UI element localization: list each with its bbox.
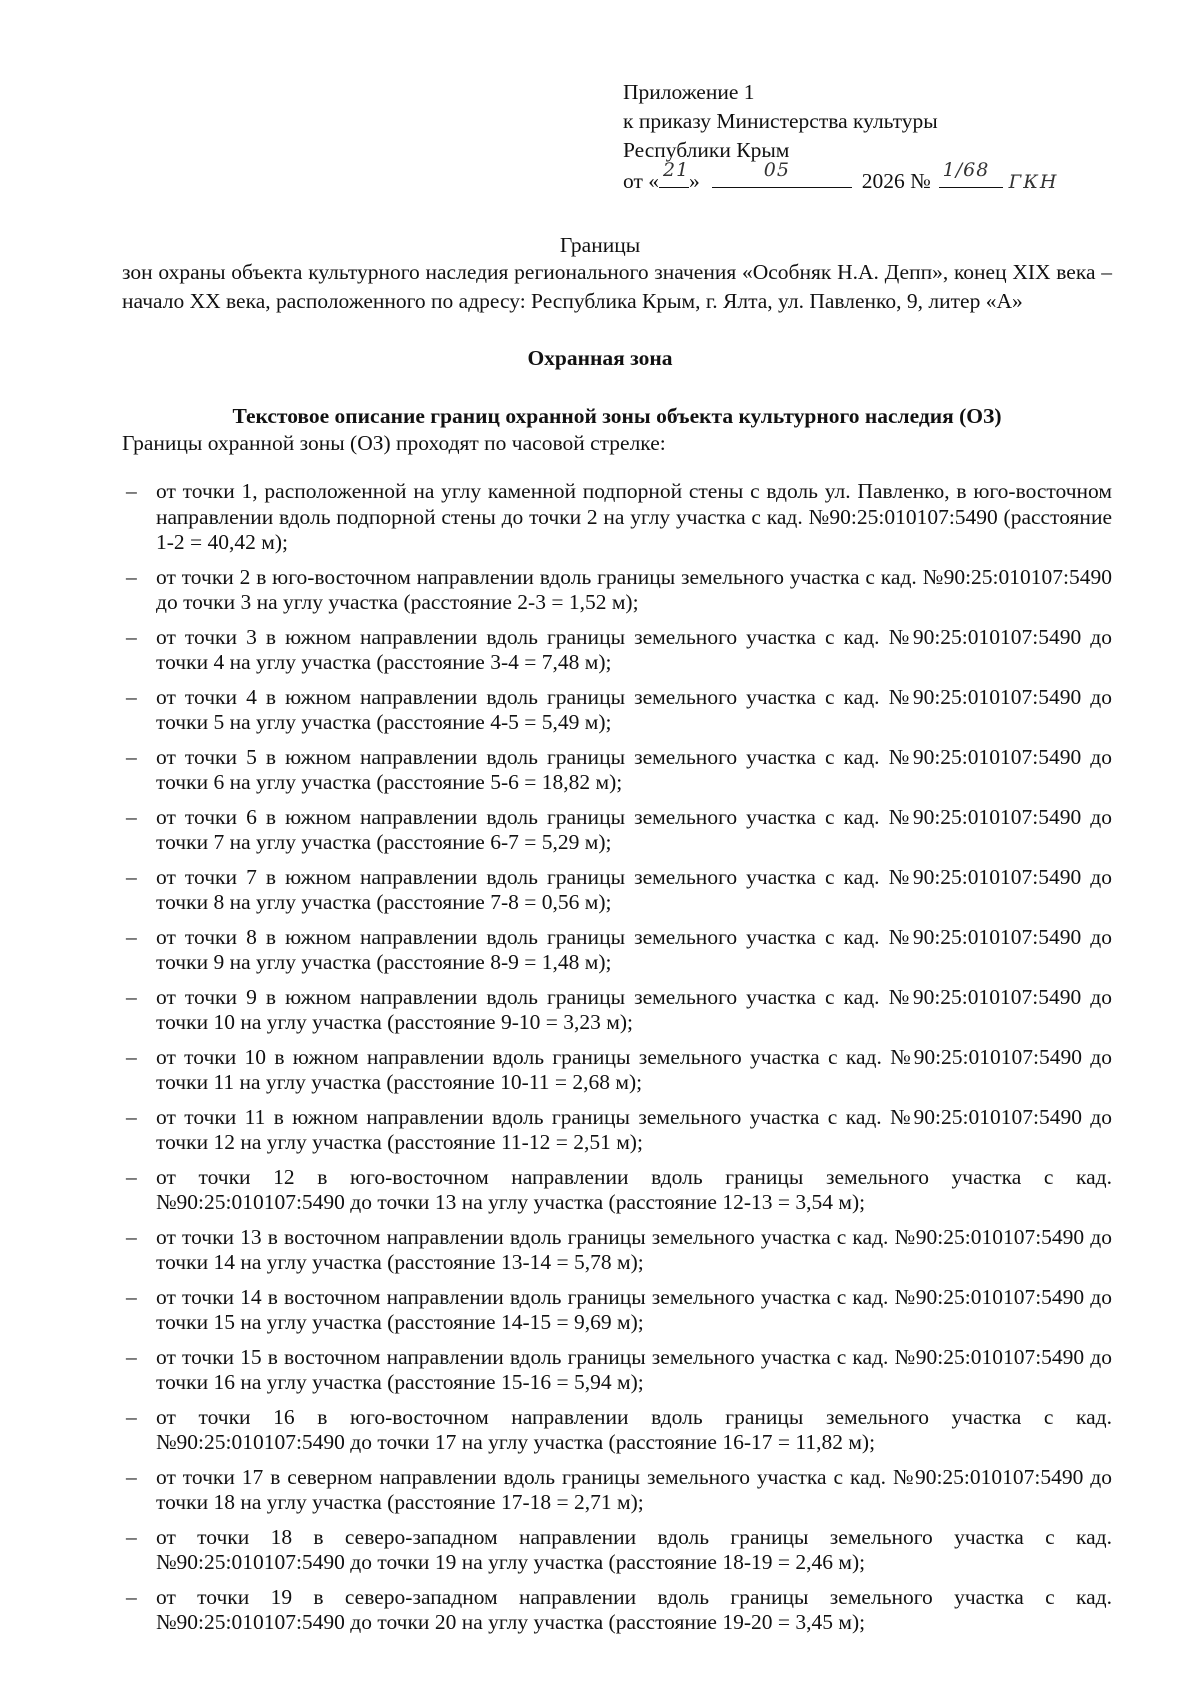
- list-dash: –: [126, 984, 137, 1009]
- list-item: [122, 565, 1112, 616]
- list-item-text: от точки 1, расположенной на углу каменной подпорной стены с вдоль ул. Павленко, в юго-восточном направлении вдоль подпорной стены до точки 2 на углу участка с кад. №90:25:010107:5490 (расстояние 1-2 = 40,42 м);: [156, 479, 1112, 554]
- list-item-text: от точки 18 в северо-западном направлении вдоль границы земельного участка с кад. №90:25:010107:5490 до точки 19 на углу участка (расстояние 18-19 = 2,46 м);: [156, 1524, 1112, 1574]
- zone-heading: Охранная зона: [527, 346, 673, 370]
- list-dash: –: [126, 1104, 137, 1129]
- list-item: [122, 625, 1112, 676]
- list-item-text: от точки 2 в юго-восточном направлении вдоль границы земельного участка с кад. №90:25:010107:5490 до точки 3 на углу участка (расстояние 2-3 = 1,52 м);: [156, 564, 1112, 614]
- appendix-header: [623, 78, 1143, 197]
- list-item-text: от точки 6 в южном направлении вдоль границы земельного участка с кад. №90:25:010107:5490 до точки 7 на углу участка (расстояние 6-7 = 5,29 м);: [156, 804, 1112, 854]
- list-dash: –: [126, 684, 137, 709]
- list-item: [122, 925, 1112, 976]
- list-item-text: от точки 10 в южном направлении вдоль границы земельного участка с кад. №90:25:010107:5490 до точки 11 на углу участка (расстояние 10-11 = 2,68 м);: [156, 1044, 1112, 1094]
- order-number-suffix-handwritten: ГКН: [1008, 171, 1059, 193]
- list-item: [122, 985, 1112, 1036]
- document-subtitle: зон охраны объекта культурного наследия регионального значения «Особняк Н.А. Депп», конец XIX века – начало XX века, расположенного по адресу: Республика Крым, г. Ялта, ул. Павленко, 9, литер «А»: [122, 260, 1112, 313]
- list-dash: –: [126, 1464, 137, 1489]
- list-item-text: от точки 7 в южном направлении вдоль границы земельного участка с кад. №90:25:010107:5490 до точки 8 на углу участка (расстояние 7-8 = 0,56 м);: [156, 864, 1112, 914]
- list-item-text: от точки 17 в северном направлении вдоль границы земельного участка с кад. №90:25:010107:5490 до точки 18 на углу участка (расстояние 17-18 = 2,71 м);: [156, 1464, 1112, 1514]
- list-item-text: от точки 14 в восточном направлении вдоль границы земельного участка с кад. №90:25:010107:5490 до точки 15 на углу участка (расстояние 14-15 = 9,69 м);: [156, 1284, 1112, 1334]
- list-item: [122, 1165, 1112, 1216]
- date-day-blank: [659, 159, 690, 188]
- list-dash: –: [126, 1164, 137, 1189]
- list-dash: –: [126, 1404, 137, 1429]
- list-item: [122, 1405, 1112, 1456]
- list-item-text: от точки 13 в восточном направлении вдоль границы земельного участка с кад. №90:25:010107:5490 до точки 14 на углу участка (расстояние 13-14 = 5,78 м);: [156, 1224, 1112, 1274]
- order-date-line: [623, 159, 1143, 197]
- appendix-order-line: к приказу Министерства культуры: [623, 109, 938, 133]
- list-dash: –: [126, 924, 137, 949]
- date-month-handwritten: 05: [763, 159, 790, 181]
- description-heading: Текстовое описание границ охранной зоны объекта культурного наследия (ОЗ): [232, 404, 1002, 428]
- document-title: Границы: [559, 233, 641, 257]
- list-item-text: от точки 16 в юго-восточном направлении вдоль границы земельного участка с кад. №90:25:010107:5490 до точки 17 на углу участка (расстояние 16-17 = 11,82 м);: [156, 1404, 1112, 1454]
- list-item: [122, 805, 1112, 856]
- list-item-text: от точки 15 в восточном направлении вдоль границы земельного участка с кад. №90:25:010107:5490 до точки 16 на углу участка (расстояние 15-16 = 5,94 м);: [156, 1344, 1112, 1394]
- list-item: [122, 479, 1112, 556]
- list-dash: –: [126, 1524, 137, 1549]
- list-item-text: от точки 11 в южном направлении вдоль границы земельного участка с кад. №90:25:010107:5490 до точки 12 на углу участка (расстояние 11-12 = 2,51 м);: [156, 1104, 1112, 1154]
- list-dash: –: [126, 1044, 137, 1069]
- list-item: [122, 1225, 1112, 1276]
- list-item-text: от точки 5 в южном направлении вдоль границы земельного участка с кад. №90:25:010107:5490 до точки 6 на углу участка (расстояние 5-6 = 18,82 м);: [156, 744, 1112, 794]
- list-item: [122, 1345, 1112, 1396]
- list-dash: –: [126, 804, 137, 829]
- list-item: [122, 1525, 1112, 1576]
- list-dash: –: [126, 1224, 137, 1249]
- boundary-list: [122, 479, 1112, 1645]
- appendix-title: Приложение 1: [623, 80, 755, 104]
- list-item-text: от точки 9 в южном направлении вдоль границы земельного участка с кад. №90:25:010107:5490 до точки 10 на углу участка (расстояние 9-10 = 3,23 м);: [156, 984, 1112, 1034]
- list-item: [122, 865, 1112, 916]
- list-item: [122, 745, 1112, 796]
- list-dash: –: [126, 1344, 137, 1369]
- list-dash: –: [126, 1284, 137, 1309]
- date-year: 2026 №: [861, 169, 931, 193]
- date-mid: »: [689, 169, 700, 193]
- date-prefix: от «: [623, 169, 659, 193]
- list-dash: –: [126, 1584, 137, 1609]
- list-item: [122, 1045, 1112, 1096]
- list-item: [122, 1465, 1112, 1516]
- list-item-text: от точки 8 в южном направлении вдоль границы земельного участка с кад. №90:25:010107:5490 до точки 9 на углу участка (расстояние 8-9 = 1,48 м);: [156, 924, 1112, 974]
- list-dash: –: [126, 744, 137, 769]
- list-item: [122, 1585, 1112, 1636]
- list-dash: –: [126, 479, 137, 503]
- list-dash: –: [126, 564, 137, 589]
- date-day-handwritten: 21: [663, 159, 690, 181]
- list-item: [122, 1105, 1112, 1156]
- list-item-text: от точки 4 в южном направлении вдоль границы земельного участка с кад. №90:25:010107:5490 до точки 5 на углу участка (расстояние 4-5 = 5,49 м);: [156, 684, 1112, 734]
- intro-text: Границы охранной зоны (ОЗ) проходят по часовой стрелке:: [122, 431, 666, 455]
- order-number-blank: [939, 159, 1003, 188]
- list-dash: –: [126, 624, 137, 649]
- list-dash: –: [126, 864, 137, 889]
- list-item: [122, 685, 1112, 736]
- date-month-blank: [712, 159, 852, 188]
- list-item-text: от точки 3 в южном направлении вдоль границы земельного участка с кад. №90:25:010107:5490 до точки 4 на углу участка (расстояние 3-4 = 7,48 м);: [156, 624, 1112, 674]
- list-item-text: от точки 19 в северо-западном направлении вдоль границы земельного участка с кад. №90:25:010107:5490 до точки 20 на углу участка (расстояние 19-20 = 3,45 м);: [156, 1584, 1112, 1634]
- appendix-ministry-line: Республики Крым: [623, 138, 790, 162]
- list-item-text: от точки 12 в юго-восточном направлении вдоль границы земельного участка с кад. №90:25:010107:5490 до точки 13 на углу участка (расстояние 12-13 = 3,54 м);: [156, 1164, 1112, 1214]
- order-number-handwritten: 1/68: [942, 159, 990, 181]
- list-item: [122, 1285, 1112, 1336]
